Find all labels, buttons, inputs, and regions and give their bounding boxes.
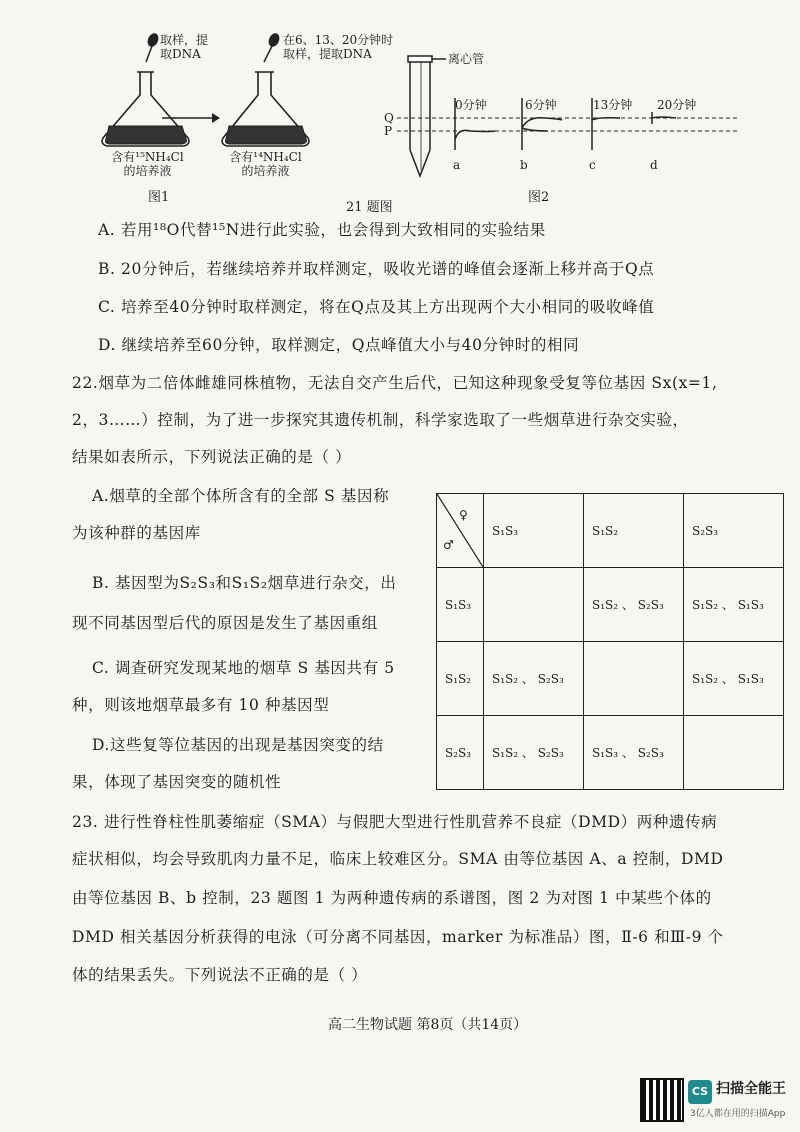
fig1-caption: 图1 [148, 190, 170, 205]
watermark-subtitle: 3亿人都在用的扫描App [690, 1109, 786, 1119]
flask2-label: 含有¹⁴NH₄Cl 的培养液 [229, 150, 302, 178]
absorption-curves [455, 98, 676, 150]
time-label-20: 20分钟 [657, 98, 697, 112]
q22-option-d-1: D.这些复等位基因的出现是基因突变的结 [92, 736, 384, 754]
q22-stem-2: 2，3……）控制，为了进一步探究其遗传机制，科学家选取了一些烟草进行杂交实验， [72, 411, 689, 429]
lane-label-c: c [589, 158, 596, 172]
q21-option-d: D. 继续培养至60分钟，取样测定，Q点峰值大小与40分钟时的相同 [98, 336, 580, 354]
q22-stem-1: 22.烟草为二倍体雌雄同株植物，无法自交产生后代，已知这种现象受复等位基因 Sx(x=1, [72, 374, 718, 392]
time-label-0: 0分钟 [455, 98, 487, 112]
q22-stem-3: 结果如表所示，下列说法正确的是（ ） [72, 448, 352, 466]
table-cell: S₁S₃ 、 S₂S₃ [584, 716, 684, 790]
row-header: S₂S₃ [437, 716, 484, 790]
q22-option-c-2: 种，则该地烟草最多有 10 种基因型 [72, 696, 330, 714]
dropper-1 [146, 32, 161, 62]
col-header: S₁S₃ [484, 494, 584, 568]
q22-option-a-2: 为该种群的基因库 [72, 524, 201, 542]
male-icon: ♂ [443, 538, 454, 552]
flask1-label: 含有¹⁵NH₄Cl 的培养液 [111, 150, 184, 178]
q21-option-c: C. 培养至40分钟时取样测定，将在Q点及其上方出现两个大小相同的吸收峰值 [98, 298, 655, 316]
table-cell: S₁S₂ 、 S₂S₃ [484, 716, 584, 790]
q21-option-b: B. 20分钟后，若继续培养并取样测定，吸收光谱的峰值会逐渐上移并高于Q点 [98, 260, 655, 278]
time-label-6: 6分钟 [525, 98, 557, 112]
row-header: S₁S₃ [437, 568, 484, 642]
col-header: S₁S₂ [584, 494, 684, 568]
table-cell [484, 568, 584, 642]
table-row [437, 494, 784, 568]
camscanner-logo: CS [688, 1080, 712, 1104]
table-cell [584, 642, 684, 716]
time-label-13: 13分钟 [593, 98, 633, 112]
table-cell: S₁S₂ 、 S₁S₃ [684, 642, 784, 716]
dropper-2 [264, 32, 281, 62]
tube-label: 离心管 [448, 52, 485, 66]
table-cell: S₁S₂ 、 S₁S₃ [684, 568, 784, 642]
page-footer: 高二生物试题 第8页（共14页） [328, 1017, 528, 1033]
q22-option-b-2: 现不同基因型后代的原因是发生了基因重组 [72, 614, 378, 632]
q23-stem-1: 23. 进行性脊柱性肌萎缩症（SMA）与假肥大型进行性肌营养不良症（DMD）两种遗传病 [72, 813, 718, 831]
centrifuge-tube [408, 56, 446, 176]
table-row [437, 568, 784, 642]
p-label: P [384, 124, 393, 138]
q23-stem-2: 症状相似，均会导致肌肉力量不足，临床上较难区分。SMA 由等位基因 A、a 控制，DMD [72, 850, 724, 868]
qr-code-icon [640, 1078, 684, 1122]
q21-option-a: A. 若用¹⁸O代替¹⁵N进行此实验，也会得到大致相同的实验结果 [98, 221, 546, 239]
fig2-caption: 图2 [528, 190, 550, 205]
q22-option-b-1: B. 基因型为S₂S₃和S₁S₂烟草进行杂交，出 [92, 574, 397, 592]
col-header: S₂S₃ [684, 494, 784, 568]
fig1-step1-label: 取样，提 取DNA [160, 33, 209, 61]
table-cell [684, 716, 784, 790]
watermark-title: 扫描全能王 [716, 1081, 786, 1097]
q22-option-a-1: A.烟草的全部个体所含有的全部 S 基因称 [92, 487, 390, 505]
lane-label-b: b [520, 158, 528, 172]
table-cell: S₁S₂ 、 S₂S₃ [484, 642, 584, 716]
q23-stem-3: 由等位基因 B、b 控制，23 题图 1 为两种遗传病的系谱图，图 2 为对图 1 中某些个体的 [72, 889, 712, 907]
female-icon: ♀ [459, 508, 468, 522]
table-row [437, 716, 784, 790]
q22-option-c-1: C. 调查研究发现某地的烟草 S 基因共有 5 [92, 659, 395, 677]
q23-stem-5: 体的结果丢失。下列说法不正确的是（ ） [72, 966, 368, 984]
figure-title: 21 题图 [346, 200, 393, 215]
lane-label-a: a [453, 158, 461, 172]
row-header: S₁S₂ [437, 642, 484, 716]
table-corner [437, 494, 484, 568]
q22-option-d-2: 果，体现了基因突变的随机性 [72, 773, 282, 791]
fig1-step2-label: 在6、13、20分钟时 取样，提取DNA [283, 33, 394, 61]
table-cell: S₁S₂ 、 S₂S₃ [584, 568, 684, 642]
q23-stem-4: DMD 相关基因分析获得的电泳（可分离不同基因，marker 为标准品）图，Ⅱ-6 和Ⅲ-9 个 [72, 928, 724, 946]
q-label: Q [384, 111, 394, 125]
arrow-icon [162, 113, 220, 123]
cross-table [436, 493, 784, 790]
lane-label-d: d [650, 158, 658, 172]
table-row [437, 642, 784, 716]
